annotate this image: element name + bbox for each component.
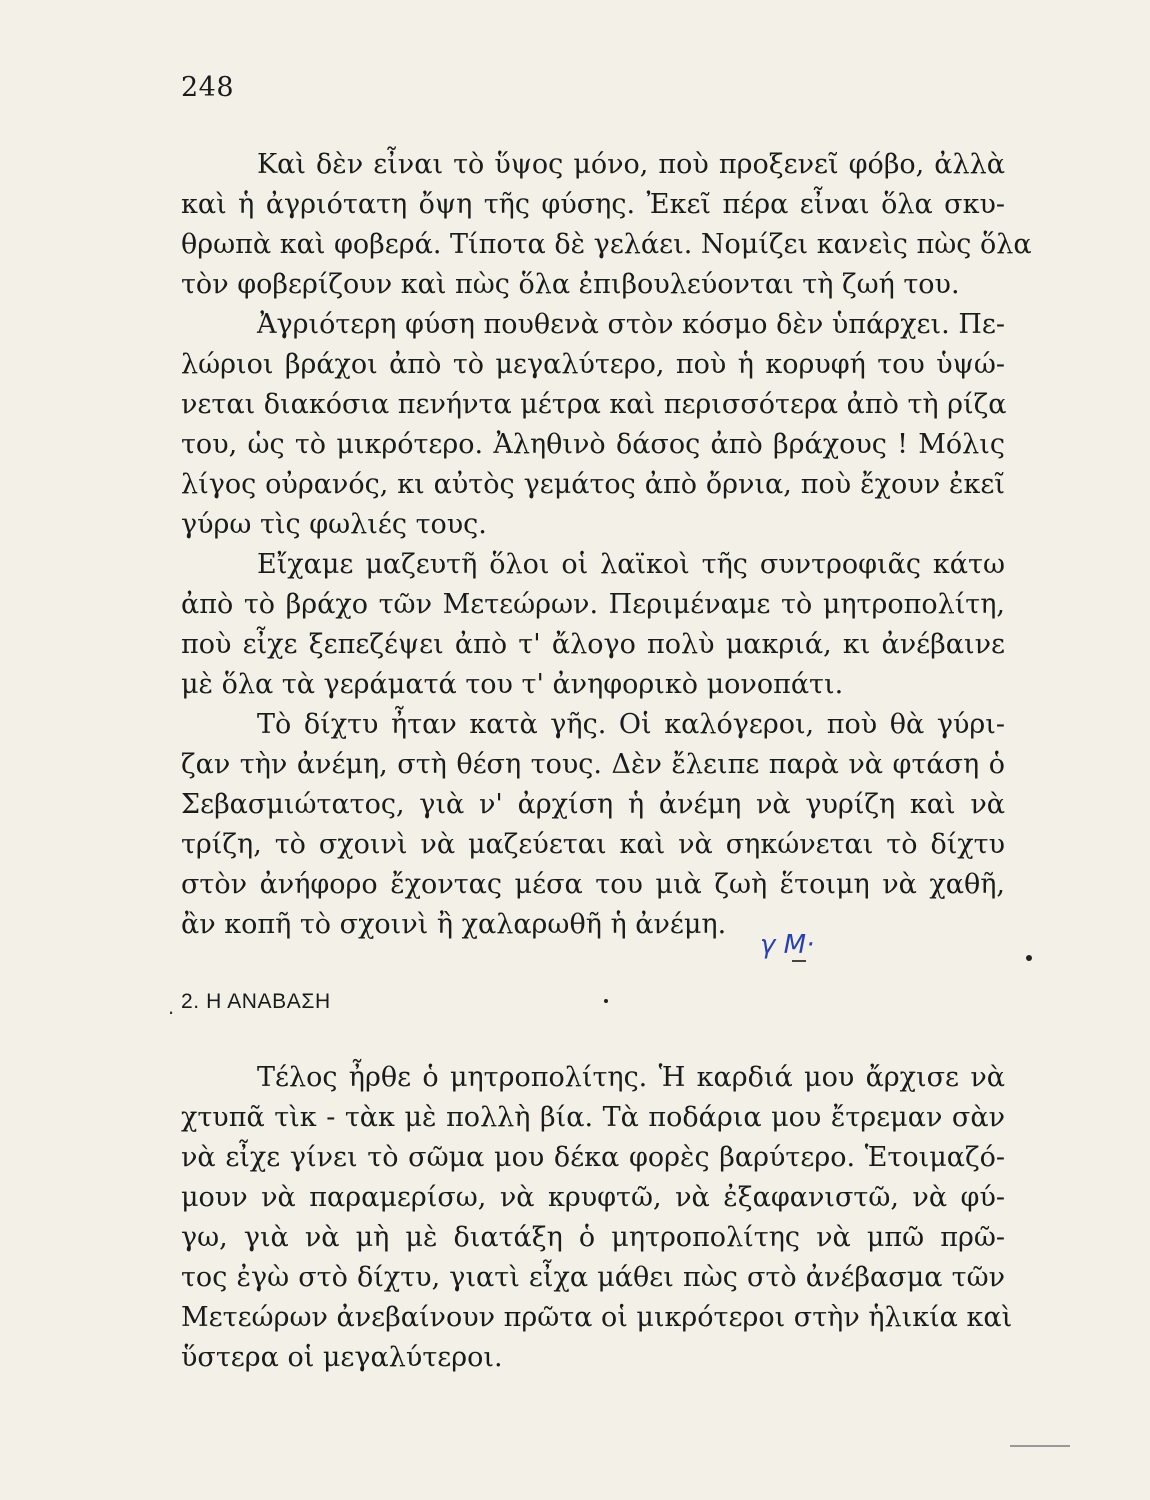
text-line: ποὺ εἶχε ξεπεζέψει ἀπὸ τ' ἄλογο πολὺ μακριά, κι ἀνέβαινε [181,629,1005,660]
text-line: τὸν φοβερίζουν καὶ πὼς ὅλα ἐπιβουλεύονται τὴ ζωή του. [181,269,960,300]
text-line: χτυπᾶ τὶκ - τὰκ μὲ πολλὴ βία. Τὰ ποδάρια μου ἔτρεμαν σὰν [181,1102,1005,1133]
ink-dot [1026,955,1032,961]
text-line: ζαν τὴν ἀνέμη, στὴ θέση τους. Δὲν ἔλειπε παρὰ νὰ φτάση ὁ [181,749,1005,780]
text-line: μουν νὰ παραμερίσω, νὰ κρυφτῶ, νὰ ἐξαφανιστῶ, νὰ φύ- [181,1182,1005,1213]
text-line: τος ἐγὼ στὸ δίχτυ, γιατὶ εἶχα μάθει πὼς στὸ ἀνέβασμα τῶν [181,1262,1005,1293]
handwritten-annotation: γ Μ· [760,930,815,960]
text-line: ὕστερα οἱ μεγαλύτεροι. [181,1342,503,1373]
text-line: ἀπὸ τὸ βράχο τῶν Μετεώρων. Περιμέναμε τὸ μητροπολίτη, [181,589,1005,620]
paragraph-1 [181,145,1032,305]
pencil-mark [792,960,806,962]
text-line: Τὸ δίχτυ ἦταν κατὰ γῆς. Οἱ καλόγεροι, ποὺ θὰ γύρι- [257,709,1005,740]
text-line: καὶ ἡ ἀγριότατη ὄψη τῆς φύσης. Ἐκεῖ πέρα εἶναι ὅλα σκυ- [181,189,1005,220]
bullet-mark: . [168,994,175,1019]
text-line: νὰ εἶχε γίνει τὸ σῶμα μου δέκα φορὲς βαρύτερο. Ἑτοιμαζό- [181,1142,1005,1173]
text-line: Σεβασμιώτατος, γιὰ ν' ἀρχίση ἡ ἀνέμη νὰ γυρίζη καὶ νὰ [181,789,1005,820]
text-line: ἂν κοπῆ τὸ σχοινὶ ἢ χαλαρωθῆ ἡ ἀνέμη. [181,909,727,940]
section-heading: 2. Η ΑΝΑΒΑΣΗ [181,990,331,1013]
paragraph-5 [181,1058,1013,1378]
text-line: Μετεώρων ἀνεβαίνουν πρῶτα οἱ μικρότεροι στὴν ἡλικία καὶ [181,1302,1013,1333]
text-line: λίγος οὐρανός, κι αὐτὸς γεμάτος ἀπὸ ὄρνια, ποὺ ἔχουν ἐκεῖ [181,469,1005,500]
text-line: Ἀγριότερη φύση πουθενὰ στὸν κόσμο δὲν ὑπάρχει. Πε- [257,309,1005,340]
paragraph-4 [181,705,1005,945]
pencil-mark [1010,1445,1070,1447]
text-line: λώριοι βράχοι ἀπὸ τὸ μεγαλύτερο, ποὺ ἡ κορυφή του ὑψώ- [181,349,1005,380]
text-line: θρωπὰ καὶ φοβερά. Τίποτα δὲ γελάει. Νομίζει κανεὶς πὼς ὅλα [181,229,1032,260]
text-line: Τέλος ἦρθε ὁ μητροπολίτης. Ἡ καρδιά μου ἄρχισε νὰ [257,1062,1005,1093]
text-line: μὲ ὅλα τὰ γεράματά του τ' ἀνηφορικὸ μονοπάτι. [181,669,844,700]
text-line: Καὶ δὲν εἶναι τὸ ὕψος μόνο, ποὺ προξενεῖ φόβο, ἀλλὰ [257,149,1005,180]
paragraph-2 [181,305,1005,545]
text-line: στὸν ἀνήφορο ἔχοντας μέσα του μιὰ ζωὴ ἕτοιμη νὰ χαθῆ, [181,869,1005,900]
text-line: γύρω τὶς φωλιές τους. [181,509,487,540]
text-line: του, ὡς τὸ μικρότερο. Ἀληθινὸ δάσος ἀπὸ βράχους ! Μόλις [181,429,1005,460]
text-line: γω, γιὰ νὰ μὴ μὲ διατάξη ὁ μητροπολίτης νὰ μπῶ πρῶ- [181,1222,1005,1253]
page-number: 248 [181,72,235,103]
text-line: τρίζη, τὸ σχοινὶ νὰ μαζεύεται καὶ νὰ σηκώνεται τὸ δίχτυ [181,829,1005,860]
text-line: νεται διακόσια πενήντα μέτρα καὶ περισσότερα ἀπὸ τὴ ρίζα [181,389,1007,420]
paragraph-3 [181,545,1005,705]
ink-dot [604,999,608,1003]
text-line: Εἴχαμε μαζευτῆ ὅλοι οἱ λαϊκοὶ τῆς συντροφιᾶς κάτω [257,549,1005,580]
